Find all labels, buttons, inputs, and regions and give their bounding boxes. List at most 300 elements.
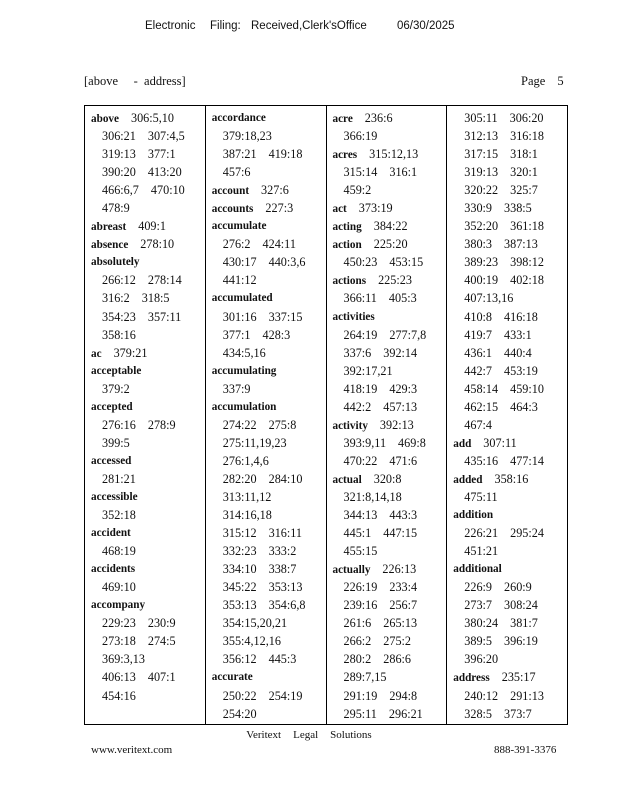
index-ref: 264:19 — [343, 327, 378, 342]
filing-date: 06/30/2025 — [397, 20, 455, 32]
index-ref-line — [91, 163, 205, 181]
index-entry — [212, 289, 326, 307]
index-ref-line — [212, 326, 326, 344]
index-ref: 235:17 — [501, 670, 536, 685]
index-ref: 358:16 — [102, 327, 136, 342]
index-ref: 229:23 — [102, 616, 136, 631]
index-ref-line — [91, 632, 205, 650]
index-ref: 276:1,4,6 — [222, 453, 269, 468]
index-ref-line — [91, 506, 205, 524]
index-entry — [453, 470, 567, 488]
index-ref: 354:23 — [102, 309, 136, 324]
index-ref: 455:15 — [343, 544, 378, 559]
index-ref-line — [212, 452, 326, 470]
index-ref: 286:6 — [383, 652, 412, 667]
index-ref-line — [91, 542, 205, 560]
index-ref: 380:24 — [464, 616, 499, 631]
index-ref: 334:10 — [222, 562, 257, 577]
index-ref: 447:15 — [383, 526, 418, 541]
index-ref: 387:21 — [222, 147, 257, 162]
index-column-1 — [85, 106, 206, 724]
index-ref: 316:18 — [510, 129, 544, 144]
index-ref: 392:17,21 — [343, 363, 393, 378]
index-ref-line — [212, 470, 326, 488]
index-ref: 469:8 — [398, 435, 426, 450]
index-ref: 407:13,16 — [464, 291, 514, 306]
index-ref: 381:7 — [510, 616, 538, 631]
index-ref: 266:2 — [343, 634, 372, 649]
index-ref: 435:16 — [464, 453, 499, 468]
index-ref-line — [453, 145, 567, 163]
index-word: acre — [332, 113, 353, 125]
index-ref: 273:7 — [464, 598, 493, 613]
index-ref-line — [453, 253, 567, 271]
index-ref-line — [212, 578, 326, 596]
index-ref: 361:18 — [510, 219, 544, 234]
index-ref: 458:14 — [464, 381, 499, 396]
index-entry — [91, 560, 205, 578]
page-number: 5 — [557, 74, 564, 88]
index-ref: 396:20 — [464, 652, 499, 667]
index-column-3 — [327, 106, 448, 724]
index-entry — [333, 271, 447, 289]
index-ref-line — [212, 632, 326, 650]
index-ref-line — [453, 578, 567, 596]
index-ref: 260:9 — [504, 580, 532, 595]
index-ref-line — [453, 362, 567, 380]
index-word: accompany — [91, 599, 146, 612]
index-entry — [212, 398, 326, 416]
index-ref-line — [212, 542, 326, 560]
index-word: accordance — [211, 112, 266, 124]
index-ref: 353:13 — [222, 598, 257, 613]
index-entry — [91, 253, 205, 271]
index-ref-line — [453, 524, 567, 542]
index-ref: 338:7 — [268, 562, 297, 577]
index-range: [above - address] — [84, 74, 186, 88]
index-ref: 306:5,10 — [130, 111, 174, 125]
index-ref-line — [212, 560, 326, 578]
index-ref: 337:9 — [222, 381, 251, 396]
index-word: accurate — [211, 671, 253, 684]
index-ref-line — [333, 506, 447, 524]
index-entry — [333, 217, 447, 235]
index-ref: 389:5 — [464, 634, 493, 649]
index-ref: 379:18,23 — [222, 129, 272, 144]
index-entry — [91, 217, 205, 235]
index-ref: 441:12 — [222, 273, 257, 288]
index-entry — [91, 235, 205, 253]
index-ref-line — [212, 488, 326, 506]
index-ref: 277:7,8 — [389, 327, 427, 342]
index-entry — [91, 452, 205, 470]
index-column-4 — [447, 106, 567, 724]
index-ref: 440:3,6 — [268, 255, 306, 270]
index-ref: 315:12 — [222, 526, 257, 541]
index-ref: 308:24 — [504, 598, 538, 613]
index-entry — [91, 109, 205, 127]
index-word: accounts — [211, 203, 254, 216]
index-ref-line — [91, 326, 205, 344]
index-ref-line — [91, 308, 205, 326]
index-ref: 278:9 — [147, 417, 176, 432]
index-ref: 379:21 — [113, 345, 148, 360]
index-ref: 405:3 — [388, 291, 417, 306]
index-word: accessible — [91, 490, 138, 503]
index-ref: 306:21 — [102, 129, 136, 144]
index-ref: 320:22 — [464, 183, 499, 198]
index-ref: 307:11 — [483, 435, 517, 450]
index-ref: 402:18 — [510, 273, 544, 288]
index-word: add — [453, 437, 472, 450]
index-ref: 330:9 — [464, 201, 493, 216]
index-ref-line — [453, 326, 567, 344]
index-word: accumulate — [211, 220, 267, 233]
index-word: acceptable — [91, 364, 142, 377]
index-ref: 276:2 — [222, 237, 251, 252]
index-entry — [91, 362, 205, 380]
index-ref: 470:22 — [343, 453, 378, 468]
index-ref-line — [212, 271, 326, 289]
index-entry — [91, 524, 205, 542]
index-entry — [333, 145, 447, 163]
index-ref: 355:4,12,16 — [222, 634, 281, 649]
index-ref-line — [453, 181, 567, 199]
index-ref-line — [212, 596, 326, 614]
index-ref: 261:6 — [343, 616, 372, 631]
index-entry — [453, 560, 567, 578]
index-entry — [453, 434, 567, 452]
index-ref-line — [453, 163, 567, 181]
index-ref: 353:13 — [268, 580, 303, 595]
index-ref: 445:1 — [343, 526, 372, 541]
index-ref: 325:7 — [510, 183, 538, 198]
index-ref: 315:14 — [343, 165, 378, 180]
index-ref: 254:20 — [222, 706, 257, 721]
index-word: acting — [332, 221, 362, 234]
index-word: accident — [91, 527, 131, 540]
index-ref: 470:10 — [150, 183, 185, 198]
index-ref: 396:19 — [504, 634, 538, 649]
index-word: address — [453, 672, 490, 685]
index-ref: 380:3 — [464, 237, 493, 252]
index-ref: 352:20 — [464, 219, 499, 234]
index-ref-line — [91, 199, 205, 217]
index-ref-line — [212, 235, 326, 253]
index-ref: 226:13 — [382, 562, 417, 577]
index-ref: 419:7 — [464, 327, 493, 342]
index-word: accumulated — [211, 292, 273, 305]
index-ref: 442:2 — [343, 399, 372, 414]
index-entry — [333, 560, 447, 578]
index-ref: 442:7 — [464, 363, 493, 378]
index-ref: 316:1 — [389, 165, 418, 180]
index-entry — [333, 109, 447, 127]
index-ref: 377:1 — [222, 327, 251, 342]
index-ref: 354:15,20,21 — [222, 616, 288, 631]
index-entry — [212, 668, 326, 686]
index-word: added — [453, 473, 483, 486]
index-ref: 225:20 — [373, 237, 408, 252]
index-ref: 315:12,13 — [369, 147, 419, 162]
word-index-grid — [84, 105, 568, 725]
index-ref: 430:17 — [222, 255, 257, 270]
index-ref: 454:16 — [102, 688, 136, 703]
index-ref: 280:2 — [343, 652, 372, 667]
index-ref-line — [453, 199, 567, 217]
index-word: act — [332, 203, 347, 216]
index-ref-line — [91, 614, 205, 632]
index-ref: 387:13 — [504, 237, 538, 252]
index-ref-line — [212, 163, 326, 181]
index-word: accidents — [91, 563, 136, 576]
index-ref: 379:2 — [102, 381, 130, 396]
index-ref: 250:22 — [222, 688, 257, 703]
index-ref: 284:10 — [268, 471, 303, 486]
index-word: actually — [332, 564, 371, 577]
footer-legal: Legal — [293, 729, 319, 741]
index-ref: 369:3,13 — [102, 652, 145, 667]
index-ref: 226:21 — [464, 526, 499, 541]
index-word: action — [332, 239, 362, 252]
index-ref-line — [453, 235, 567, 253]
index-ref: 239:16 — [343, 598, 378, 613]
index-ref: 457:13 — [383, 399, 418, 414]
index-ref: 305:11 — [464, 111, 498, 125]
index-ref: 477:14 — [510, 453, 544, 468]
index-entry — [333, 470, 447, 488]
index-ref: 445:3 — [268, 652, 297, 667]
index-ref-line — [212, 127, 326, 145]
index-entry — [212, 199, 326, 217]
index-ref: 400:19 — [464, 273, 499, 288]
index-ref: 337:6 — [343, 345, 372, 360]
index-ref: 433:1 — [504, 327, 532, 342]
index-word: above — [91, 113, 119, 125]
index-ref-line — [333, 596, 447, 614]
index-ref: 410:8 — [464, 309, 493, 324]
index-ref: 450:23 — [343, 255, 378, 270]
index-entry — [212, 217, 326, 235]
index-ref: 316:2 — [102, 291, 130, 306]
index-ref: 451:21 — [464, 544, 499, 559]
index-ref-line — [333, 687, 447, 705]
footer-phone: 888-391-3376 — [494, 744, 557, 756]
index-ref: 240:12 — [464, 688, 499, 703]
index-ref: 227:3 — [265, 201, 294, 216]
index-ref: 416:18 — [504, 309, 538, 324]
index-ref-line — [333, 578, 447, 596]
index-ref: 345:22 — [222, 580, 257, 595]
index-ref: 478:9 — [102, 201, 130, 216]
index-ref: 366:19 — [343, 129, 378, 144]
index-ref: 389:23 — [464, 255, 499, 270]
index-ref: 453:19 — [504, 363, 538, 378]
index-ref: 392:13 — [379, 417, 414, 432]
index-ref-line — [333, 181, 447, 199]
index-ref-line — [333, 524, 447, 542]
index-ref-line — [453, 344, 567, 362]
index-ref-line — [212, 380, 326, 398]
index-ref: 373:19 — [358, 201, 393, 216]
index-ref: 273:18 — [102, 634, 136, 649]
index-entry — [212, 109, 326, 127]
index-entry — [212, 181, 326, 199]
index-ref: 344:13 — [343, 508, 378, 523]
index-ref-line — [453, 217, 567, 235]
index-ref: 226:9 — [464, 580, 493, 595]
index-ref: 373:7 — [504, 706, 532, 721]
index-ref-line — [453, 650, 567, 668]
index-ref-line — [91, 650, 205, 668]
index-ref-line — [333, 668, 447, 686]
index-ref-line — [333, 127, 447, 145]
footer-brand — [0, 729, 618, 741]
index-ref: 354:6,8 — [268, 598, 306, 613]
index-entry — [91, 398, 205, 416]
index-ref: 407:1 — [147, 670, 176, 685]
index-ref-line — [453, 271, 567, 289]
index-ref: 265:13 — [383, 616, 418, 631]
index-ref-line — [333, 398, 447, 416]
index-ref-line — [333, 614, 447, 632]
filing-received: Received,Clerk'sOffice — [251, 20, 367, 32]
index-ref: 319:13 — [464, 165, 499, 180]
index-ref-line — [333, 326, 447, 344]
index-ref-line — [333, 344, 447, 362]
footer-veritext: Veritext — [246, 729, 282, 741]
index-ref: 294:8 — [389, 688, 418, 703]
index-ref-line — [453, 109, 567, 127]
index-ref: 462:15 — [464, 399, 499, 414]
index-ref: 328:5 — [464, 706, 493, 721]
index-entry — [333, 308, 447, 326]
index-ref-line — [453, 416, 567, 434]
index-ref-line — [333, 362, 447, 380]
index-ref-line — [91, 668, 205, 686]
index-ref: 418:19 — [343, 381, 378, 396]
index-ref: 318:1 — [510, 147, 538, 162]
index-ref-line — [91, 687, 205, 705]
index-ref: 440:4 — [504, 345, 532, 360]
index-ref: 327:6 — [261, 183, 289, 198]
index-ref: 313:11,12 — [222, 489, 272, 504]
index-entry — [333, 199, 447, 217]
index-word: actions — [332, 275, 367, 288]
index-ref: 233:4 — [389, 580, 418, 595]
index-ref: 275:8 — [268, 417, 297, 432]
index-word: account — [211, 185, 250, 198]
index-ref: 256:7 — [389, 598, 418, 613]
index-ref: 319:13 — [102, 147, 136, 162]
index-ref: 390:20 — [102, 165, 136, 180]
index-ref: 225:23 — [378, 273, 412, 288]
index-ref-line — [333, 163, 447, 181]
index-ref: 475:11 — [464, 489, 498, 504]
index-ref: 266:12 — [102, 273, 136, 288]
index-ref: 317:15 — [464, 147, 499, 162]
index-ref: 278:14 — [147, 273, 182, 288]
index-ref: 275:11,19,23 — [222, 435, 287, 450]
index-ref: 436:1 — [464, 345, 493, 360]
index-ref-line — [212, 705, 326, 723]
index-ref: 384:22 — [373, 219, 408, 234]
index-ref: 466:6,7 — [102, 183, 139, 198]
index-ref-line — [91, 181, 205, 199]
filing-electronic: Electronic — [145, 20, 196, 32]
index-ref: 316:11 — [268, 526, 303, 541]
index-ref-line — [333, 380, 447, 398]
index-ref: 274:22 — [222, 417, 257, 432]
index-ref-line — [212, 614, 326, 632]
index-ref: 338:5 — [504, 201, 532, 216]
index-ref: 281:21 — [102, 471, 136, 486]
index-ref: 314:16,18 — [222, 508, 272, 523]
index-ref-line — [91, 434, 205, 452]
index-ref-line — [453, 308, 567, 326]
index-ref-line — [91, 127, 205, 145]
index-ref: 230:9 — [147, 616, 176, 631]
index-ref: 301:16 — [222, 309, 257, 324]
index-ref: 236:6 — [364, 111, 393, 125]
index-ref-line — [333, 542, 447, 560]
index-ref: 377:1 — [147, 147, 176, 162]
index-ref-line — [453, 398, 567, 416]
index-entry — [91, 488, 205, 506]
index-ref-line — [91, 416, 205, 434]
index-ref: 226:19 — [343, 580, 378, 595]
index-word: actual — [332, 473, 362, 486]
index-ref: 453:15 — [389, 255, 424, 270]
index-word: accumulating — [211, 364, 277, 377]
index-ref: 291:13 — [510, 688, 544, 703]
index-ref: 337:15 — [268, 309, 303, 324]
index-ref-line — [333, 452, 447, 470]
index-word: absolutely — [91, 256, 140, 269]
index-ref: 296:21 — [388, 706, 423, 721]
index-ref: 443:3 — [389, 508, 418, 523]
index-ref-line — [453, 632, 567, 650]
index-ref: 424:11 — [262, 237, 296, 252]
index-entry — [453, 668, 567, 686]
index-word: acres — [332, 149, 358, 162]
index-word: ac — [91, 347, 102, 360]
index-ref: 312:13 — [464, 129, 499, 144]
index-entry — [91, 596, 205, 614]
index-word: activities — [332, 310, 375, 323]
index-ref: 321:8,14,18 — [343, 489, 402, 504]
index-ref-line — [453, 614, 567, 632]
index-ref: 434:5,16 — [222, 345, 266, 360]
index-ref: 406:13 — [102, 670, 136, 685]
index-ref: 306:20 — [509, 111, 544, 125]
index-ref: 289:7,15 — [343, 670, 387, 685]
filing-label: Filing: — [210, 20, 241, 32]
index-ref-line — [333, 289, 447, 307]
index-ref: 352:18 — [102, 508, 136, 523]
index-ref-line — [333, 632, 447, 650]
index-ref: 356:12 — [222, 652, 257, 667]
index-ref: 366:11 — [343, 291, 377, 306]
index-ref: 398:12 — [510, 255, 544, 270]
index-ref-line — [453, 127, 567, 145]
index-word: accepted — [91, 400, 133, 413]
index-word: accessed — [91, 454, 132, 467]
index-ref: 320:8 — [373, 471, 402, 486]
index-entry — [91, 344, 205, 362]
index-ref-line — [212, 434, 326, 452]
index-ref: 459:2 — [343, 183, 372, 198]
